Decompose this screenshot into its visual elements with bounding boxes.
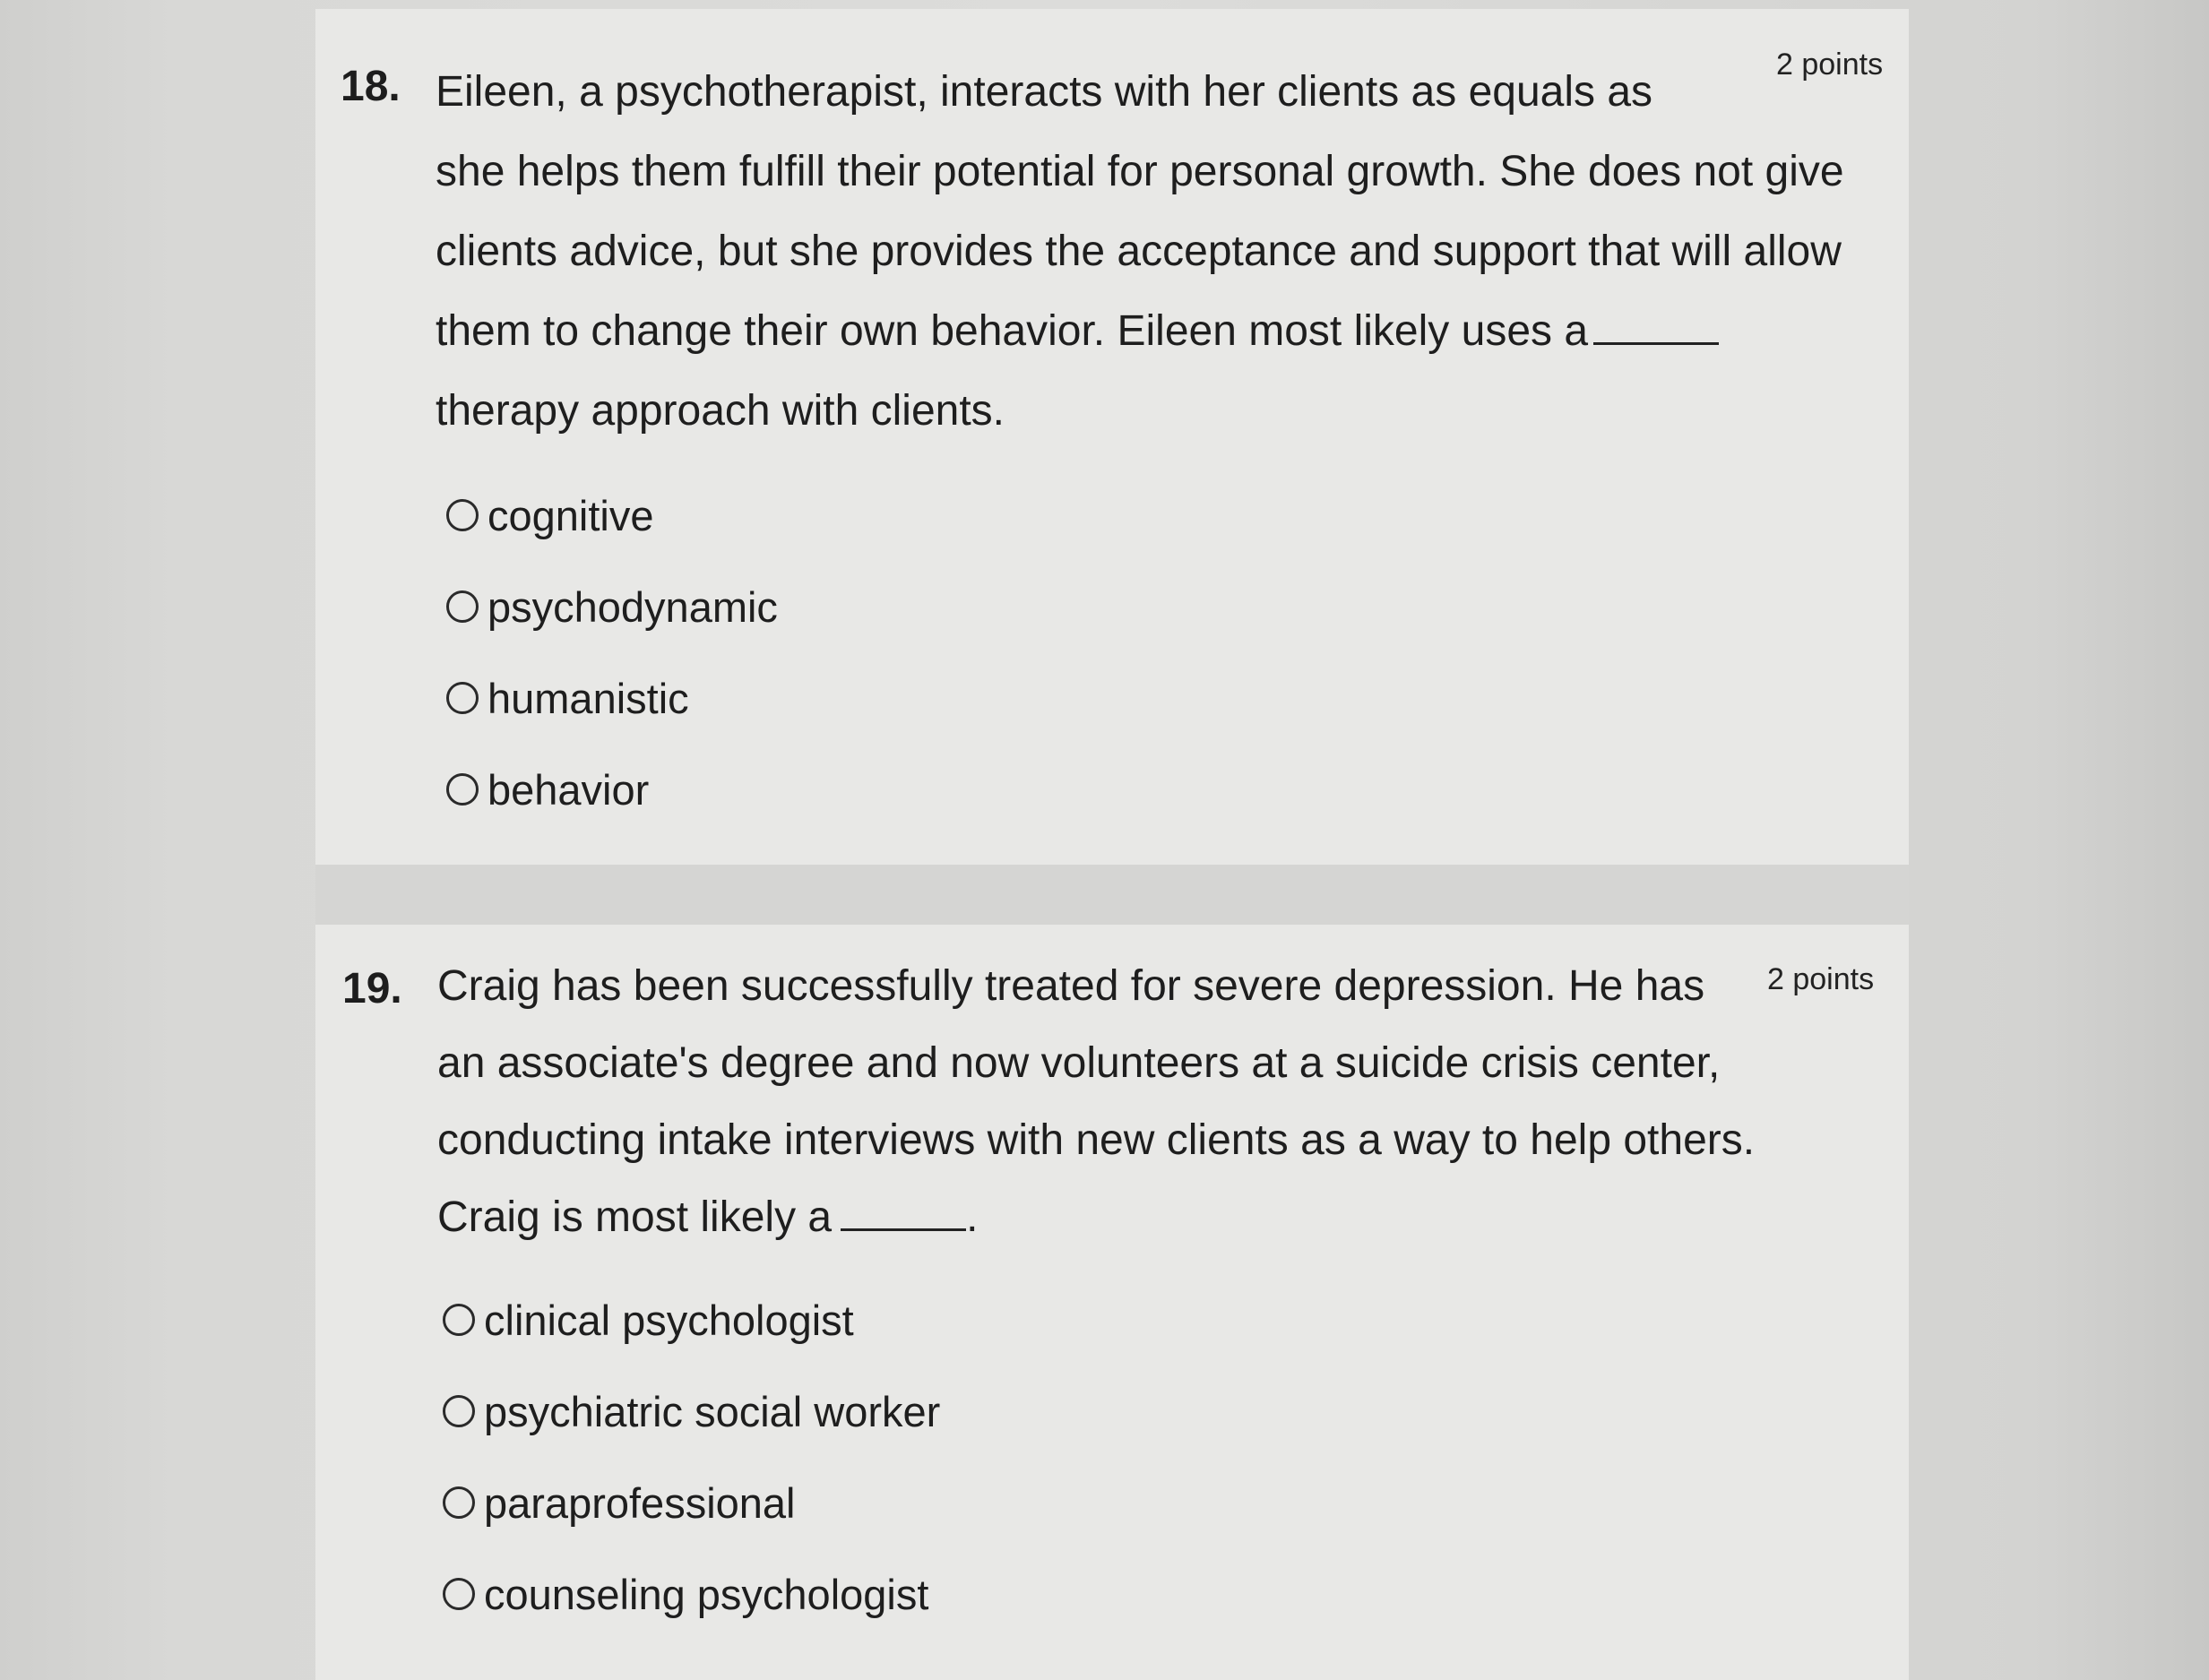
answer-option-label: psychiatric social worker: [484, 1387, 941, 1435]
question-text-line: she helps them fulfill their potential for personal growth. She does not give: [436, 148, 1844, 195]
question-text-fragment: them to change their own behavior. Eileen most likely uses a: [436, 307, 1589, 355]
answer-option[interactable]: [443, 1548, 940, 1640]
answer-option[interactable]: [443, 1274, 940, 1366]
card-separator: [315, 865, 1909, 925]
answer-option-label: behavior: [488, 765, 650, 814]
question-card-18: [315, 9, 1909, 865]
question-text-fragment: Craig is most likely a: [437, 1193, 833, 1241]
radio-button-icon[interactable]: [446, 590, 479, 623]
question-text-line: therapy approach with clients.: [436, 387, 1005, 435]
question-text: [437, 948, 1755, 1256]
answer-blank: [1593, 308, 1719, 345]
answer-option-label: paraprofessional: [484, 1478, 796, 1527]
question-text-line: an associate's degree and now volunteers at a suicide crisis center,: [437, 1039, 1721, 1087]
answer-option[interactable]: [443, 1457, 940, 1548]
question-points: 2 points: [1767, 962, 1875, 996]
question-card-19: [315, 925, 1909, 1680]
answer-option[interactable]: [446, 561, 778, 652]
answer-options: [446, 470, 778, 835]
radio-button-icon[interactable]: [443, 1486, 475, 1519]
answer-option-label: clinical psychologist: [484, 1296, 854, 1344]
radio-button-icon[interactable]: [443, 1578, 475, 1610]
question-text-line: [436, 291, 1844, 371]
answer-option[interactable]: [446, 744, 778, 835]
question-text-fragment: .: [966, 1193, 979, 1241]
answer-option-label: cognitive: [488, 491, 654, 539]
question-text-line: clients advice, but she provides the acceptance and support that will allow: [436, 228, 1842, 275]
answer-option-label: psychodynamic: [488, 582, 778, 631]
question-text-line: Eileen, a psychotherapist, interacts with her clients as equals as: [436, 68, 1653, 116]
question-number: 18.: [341, 63, 401, 110]
question-text: [436, 52, 1844, 451]
question-number: 19.: [342, 965, 402, 1012]
answer-option[interactable]: [443, 1366, 940, 1457]
radio-button-icon[interactable]: [446, 499, 479, 531]
radio-button-icon[interactable]: [443, 1304, 475, 1336]
answer-option[interactable]: [446, 470, 778, 561]
question-text-line: conducting intake interviews with new clients as a way to help others.: [437, 1116, 1756, 1164]
radio-button-icon[interactable]: [446, 682, 479, 714]
question-points: 2 points: [1776, 47, 1884, 82]
radio-button-icon[interactable]: [443, 1395, 475, 1427]
question-text-line: Craig has been successfully treated for severe depression. He has: [437, 962, 1705, 1010]
answer-options: [443, 1274, 940, 1640]
question-text-line: [437, 1179, 1755, 1256]
answer-option[interactable]: [446, 652, 778, 744]
answer-option-label: counseling psychologist: [484, 1570, 929, 1618]
answer-blank: [841, 1194, 966, 1231]
radio-button-icon[interactable]: [446, 773, 479, 806]
answer-option-label: humanistic: [488, 674, 689, 722]
